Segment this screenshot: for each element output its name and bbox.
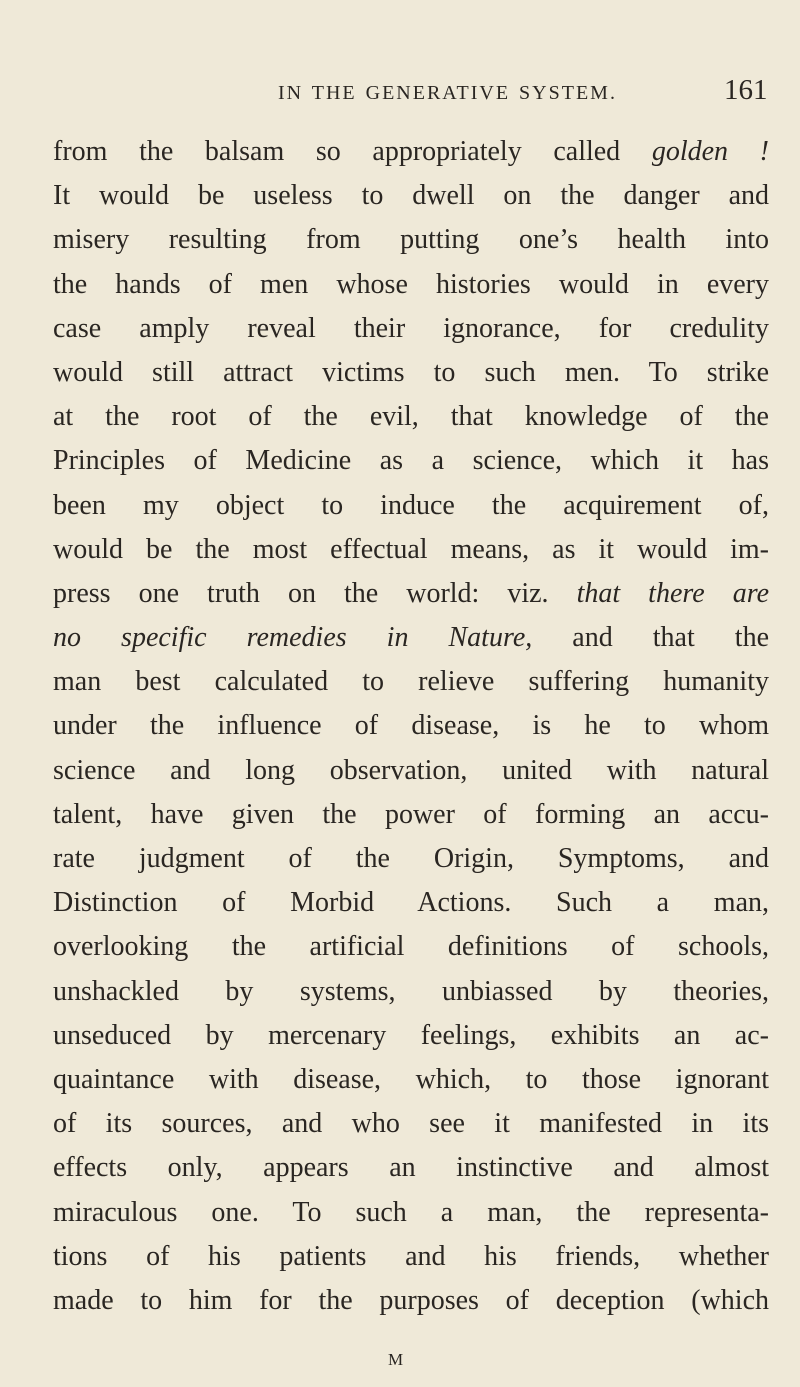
text-segment: the hands of men whose histories would in every	[53, 268, 769, 300]
text-segment: Principles of Medicine as a science, which it has	[53, 445, 769, 477]
text-line	[53, 263, 769, 307]
text-line	[53, 1102, 769, 1146]
text-line	[53, 660, 769, 704]
text-segment: rate judgment of the Origin, Symptoms, and	[53, 843, 769, 874]
text-line	[53, 704, 769, 748]
text-line	[53, 395, 769, 439]
text-line	[53, 925, 769, 969]
signature-mark: M	[388, 1350, 405, 1369]
text-segment: at the root of the evil, that knowledge of the	[53, 401, 769, 433]
text-segment: man best calculated to relieve suffering humanity	[53, 666, 769, 698]
text-line	[53, 351, 769, 395]
text-segment: would still attract victims to such men. To strike	[53, 356, 769, 388]
text-segment: misery resulting from putting one’s health into	[53, 224, 769, 256]
text-line	[53, 1014, 769, 1058]
text-line	[53, 528, 769, 572]
text-segment: overlooking the artificial definitions of schools,	[53, 931, 769, 963]
page-number: 161	[724, 74, 768, 106]
text-segment: would be the most effectual means, as it would im-	[53, 533, 769, 565]
text-segment: from the balsam so appropriately called	[53, 136, 652, 167]
italic-text: golden !	[651, 136, 770, 167]
text-segment: case amply reveal their ignorance, for credulity	[53, 312, 769, 344]
text-segment: effects only, appears an instinctive and almost	[53, 1152, 769, 1184]
text-segment: tions of his patients and his friends, whether	[53, 1240, 769, 1272]
text-line	[53, 793, 769, 837]
text-line	[53, 1235, 769, 1279]
text-segment: miraculous one. To such a man, the representa-	[53, 1196, 769, 1228]
text-line	[53, 970, 769, 1014]
text-line	[53, 837, 769, 881]
text-line	[53, 218, 769, 262]
text-line	[53, 439, 769, 483]
running-head: IN THE GENERATIVE SYSTEM.	[278, 82, 617, 104]
text-segment: science and long observation, united with natural	[53, 754, 769, 786]
text-line	[53, 1191, 769, 1235]
text-segment: press one truth on the world: viz.	[53, 577, 577, 609]
text-segment: talent, have given the power of forming an accu-	[53, 798, 769, 830]
text-line	[53, 749, 769, 793]
text-line	[53, 1279, 769, 1323]
text-segment: It would be useless to dwell on the danger and	[53, 180, 769, 212]
text-line	[53, 881, 769, 925]
text-segment: quaintance with disease, which, to those ignorant	[53, 1063, 769, 1095]
text-line	[53, 130, 769, 174]
text-segment: Distinction of Morbid Actions. Such a man,	[53, 887, 769, 919]
italic-text: no specific remedies in Nature,	[53, 622, 533, 654]
text-line	[53, 484, 769, 528]
text-line	[53, 1058, 769, 1102]
text-segment: made to him for the purposes of deception (which	[53, 1284, 769, 1316]
italic-text: that there are	[576, 577, 769, 609]
text-segment: unshackled by systems, unbiassed by theories,	[53, 975, 769, 1007]
text-segment: under the influence of disease, is he to whom	[53, 710, 769, 742]
text-line	[53, 174, 769, 218]
text-segment: unseduced by mercenary feelings, exhibits an ac-	[53, 1019, 769, 1051]
text-segment: of its sources, and who see it manifested in its	[53, 1108, 769, 1140]
text-line	[53, 307, 769, 351]
text-line	[53, 572, 769, 616]
body-text	[53, 130, 769, 1323]
text-line	[53, 1146, 769, 1190]
text-segment: and that the	[532, 622, 769, 654]
text-line	[53, 616, 769, 660]
text-segment: been my object to induce the acquirement of,	[53, 489, 769, 521]
